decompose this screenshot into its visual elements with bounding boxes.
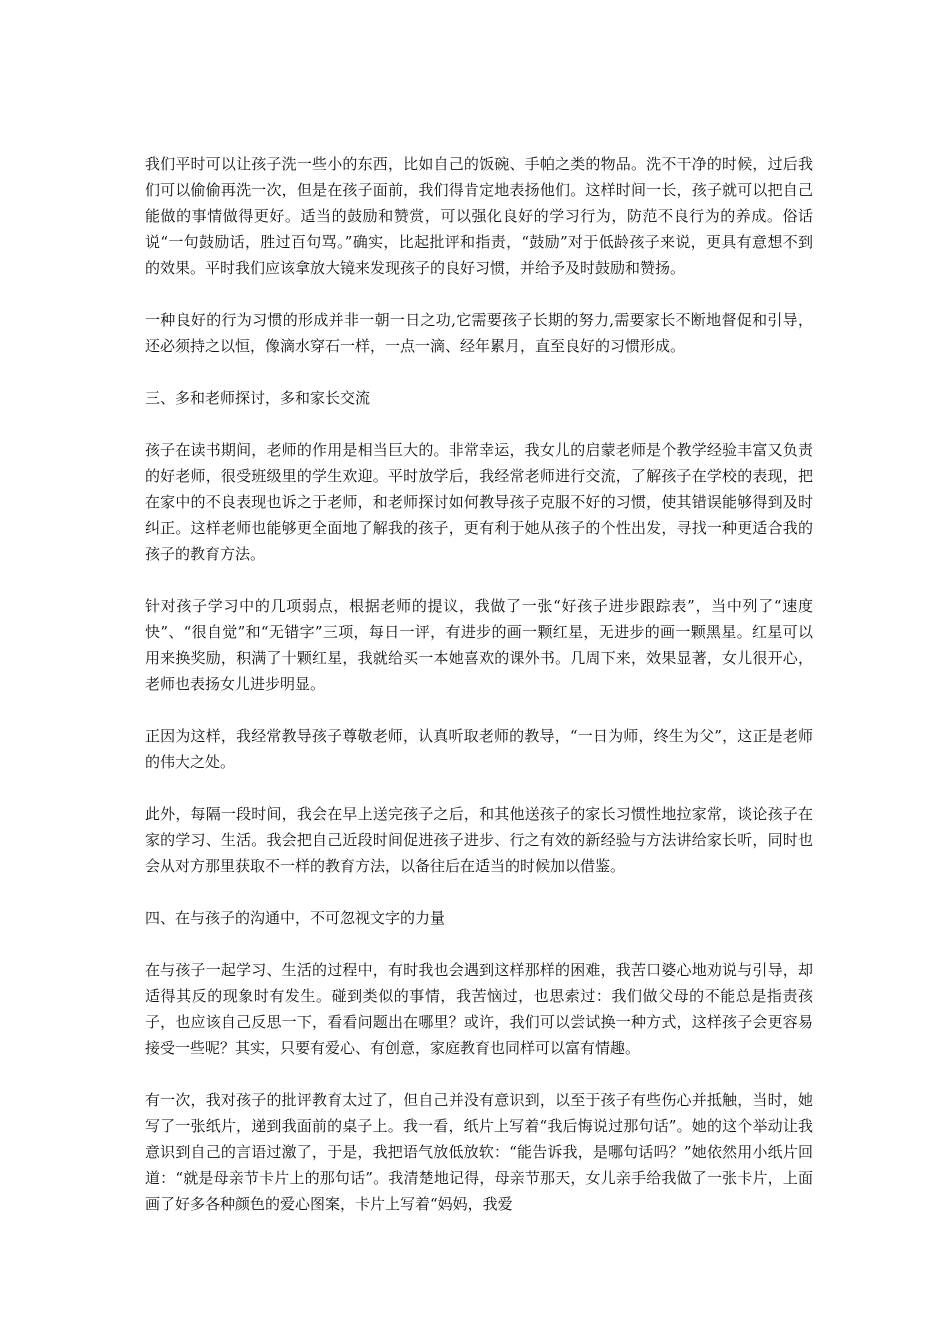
paragraph-habit-formation: 一种良好的行为习惯的形成并非一朝一日之功,它需要孩子长期的努力,需要家长不断地督促和引导，还必须持之以恒，像滴水穿石一样，一点一滴、经年累月，直至良好的习惯形成。 xyxy=(145,311,813,355)
paragraph-teacher-role: 孩子在读书期间，老师的作用是相当巨大的。非常幸运，我女儿的启蒙老师是个教学经验丰富又负责的好老师，很受班级里的学生欢迎。平时放学后，我经常老师进行交流，了解孩子在学校的表现，把在家中的不良表现也诉之于老师，和老师探讨如何教导孩子克服不好的习惯，使其错误能够得到及时纠正。这样老师也能够更全面地了解我的孩子，更有利于她从孩子的个性出发，寻找一种更适合我的孩子的教育方法。 xyxy=(145,441,813,563)
paragraph-difficulties: 在与孩子一起学习、生活的过程中，有时我也会遇到这样那样的困难，我苦口婆心地劝说与引导，却适得其反的现象时有发生。碰到类似的事情，我苦恼过，也思索过：我们做父母的不能总是指责孩子，也应该自己反思一下，看看问题出在哪里？或许，我们可以尝试换一种方式，这样孩子会更容易接受一些呢？其实，只要有爱心、有创意，家庭教育也同样可以富有情趣。 xyxy=(145,961,813,1057)
paragraph-encouragement: 我们平时可以让孩子洗一些小的东西，比如自己的饭碗、手帕之类的物品。洗不干净的时候，过后我们可以偷偷再洗一次，但是在孩子面前，我们得肯定地表扬他们。这样时间一长，孩子就可以把自己能做的事情做得更好。适当的鼓励和赞赏，可以强化良好的学习行为，防范不良行为的养成。俗话说“一句鼓励话，胜过百句骂。”确实，比起批评和指责，“鼓励”对于低龄孩子来说，更具有意想不到的效果。平时我们应该拿放大镜来发现孩子的良好习惯，并给予及时鼓励和赞扬。 xyxy=(145,155,813,277)
section-heading-3: 三、多和老师探讨，多和家长交流 xyxy=(145,389,371,407)
paragraph-note-story: 有一次，我对孩子的批评教育太过了，但自己并没有意识到，以至于孩子有些伤心并抵触，当时，她写了一张纸片，递到我面前的桌子上。我一看，纸片上写着“我后悔说过那句话”。她的这个举动让我意识到自己的言语过激了，于是，我把语气放低放软：“能告诉我，是哪句话吗？”她依然用小纸片回道：“就是母亲节卡片上的那句话”。我清楚地记得，母亲节那天，女儿亲手给我做了一张卡片，上面画了好多各种颜色的爱心图案，卡片上写着“妈妈，我爱 xyxy=(145,1091,813,1213)
paragraph-respect-teacher: 正因为这样，我经常教导孩子尊敬老师，认真听取老师的教导，“一日为师，终生为父”，这正是老师的伟大之处。 xyxy=(145,727,813,771)
section-heading-4: 四、在与孩子的沟通中，不可忽视文字的力量 xyxy=(145,909,446,927)
paragraph-parent-exchange: 此外，每隔一段时间，我会在早上送完孩子之后，和其他送孩子的家长习惯性地拉家常，谈论孩子在家的学习、生活。我会把自己近段时间促进孩子进步、行之有效的新经验与方法讲给家长听，同时也会从对方那里获取不一样的教育方法，以备往后在适当的时候加以借鉴。 xyxy=(145,805,813,875)
document-body xyxy=(145,151,813,1217)
paragraph-progress-chart: 针对孩子学习中的几项弱点，根据老师的提议，我做了一张“好孩子进步跟踪表”，当中列了“速度快”、“很自觉”和“无错字”三项，每日一评，有进步的画一颗红星，无进步的画一颗黑星。红星可以用来换奖励，积满了十颗红星，我就给买一本她喜欢的课外书。几周下来，效果显著，女儿很开心，老师也表扬女儿进步明显。 xyxy=(145,597,813,693)
